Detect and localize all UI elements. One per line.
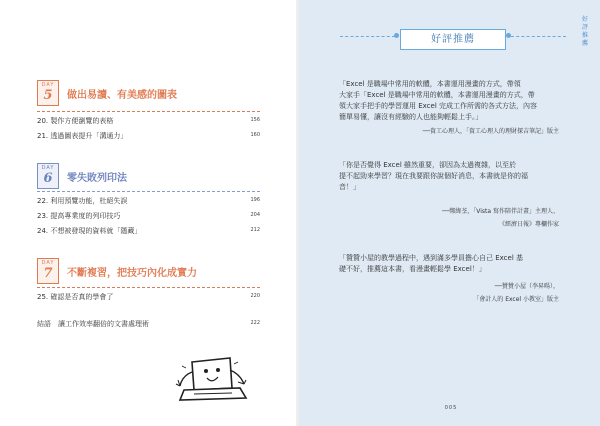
toc-entry: [37, 226, 260, 238]
day-badge: [37, 258, 59, 284]
toc-entry-title: 22. 利用預覽功能，杜絕失誤: [37, 197, 128, 205]
toc-entry-page: 220: [250, 293, 260, 299]
toc-entry: [37, 131, 260, 143]
decorative-line: [340, 36, 395, 37]
day-6-header: [37, 163, 277, 189]
day-label: DAY: [41, 82, 55, 88]
dashed-divider: [37, 111, 260, 112]
toc-entry-page: 156: [250, 117, 260, 123]
toc-entry-page: 204: [250, 212, 260, 218]
day-badge: [37, 163, 59, 189]
quote-attribution: ──資工心理人，「資工心理人的理財探吉筆記」版主: [422, 128, 559, 135]
toc-entry-title: 20. 製作方便瀏覽的表格: [37, 117, 114, 125]
day-5-header: [37, 80, 277, 106]
toc-entry: [37, 116, 260, 128]
toc-entry-page: 212: [250, 227, 260, 233]
quote-line: 大家手「Excel 是職場中常用的軟體，本書運用漫畫的方式，帶: [339, 91, 535, 99]
quote-line: 礎不好，推薦這本書，看漫畫輕鬆學 Excel！」: [339, 265, 486, 273]
toc-entry-title: 21. 透過圖表提升「溝通力」: [37, 132, 128, 140]
laptop-mascot-icon: [172, 352, 252, 404]
day-label: DAY: [41, 165, 55, 171]
day-number: 6: [43, 171, 53, 186]
toc-entry-title: 23. 提高專業度的列印技巧: [37, 212, 121, 220]
quote-attribution: 《經濟日報》專欄作家: [498, 221, 559, 228]
quote-line: 領大家手把手的學習運用 Excel 完成工作所需的各式方法，內容: [339, 102, 537, 110]
day-badge: [37, 80, 59, 106]
quote-attribution: ──贊贊小屋（李昇暘），: [494, 283, 559, 290]
quote-line: 提不起勁來學習？現在我要跟你說個好消息，本書就是你的福: [339, 172, 528, 180]
day-number: 5: [43, 88, 53, 103]
chapter-title: 做出易讀、有美感的圖表: [67, 90, 177, 101]
quote-attribution: ──鄭緯荃，「Vista 寫作陪伴計畫」主理人、: [442, 208, 559, 215]
toc-entry-title: 25. 確認是否真的學會了: [37, 293, 114, 301]
chapter-title: 零失敗列印法: [67, 173, 127, 184]
dashed-divider: [37, 287, 260, 288]
quote-attribution: 「會計人的 Excel 小教室」版主: [473, 296, 559, 303]
quote-line: 簡單易懂，讓沒有經驗的人也能夠輕鬆上手。」: [339, 113, 483, 121]
decorative-dot-icon: [394, 33, 399, 38]
quote-line: 「你是否覺得 Excel 雖然重要，卻因為太過複雜，以至於: [339, 161, 516, 169]
day-7-header: [37, 258, 277, 284]
decorative-line: [511, 36, 566, 37]
day-number: 7: [43, 266, 53, 281]
toc-entry-title: 24. 不想被發現的資料就「隱藏」: [37, 227, 142, 235]
toc-entry: [37, 319, 260, 331]
quote-line: 「Excel 是職場中常用的軟體，本書運用漫畫的方式，帶領: [339, 80, 521, 88]
chapter-title: 不斷複習，把技巧內化成實力: [67, 268, 197, 279]
toc-entry: [37, 211, 260, 223]
running-head: 好評推薦: [581, 16, 588, 47]
toc-entry-title: 結語 讓工作效率翻倍的文書處理術: [37, 320, 149, 328]
page-number: 005: [444, 405, 458, 411]
toc-entry-page: 222: [250, 320, 260, 326]
quote-line: 音！」: [339, 183, 360, 191]
section-title: 好評推薦: [400, 29, 506, 50]
toc-entry-page: 196: [250, 197, 260, 203]
quote-line: 「贊贊小屋的教學過程中，遇到滿多學員擔心自己 Excel 基: [339, 254, 523, 262]
dashed-divider: [37, 191, 260, 192]
day-label: DAY: [41, 260, 55, 266]
toc-entry: [37, 196, 260, 208]
toc-entry-page: 160: [250, 132, 260, 138]
toc-entry: [37, 292, 260, 304]
